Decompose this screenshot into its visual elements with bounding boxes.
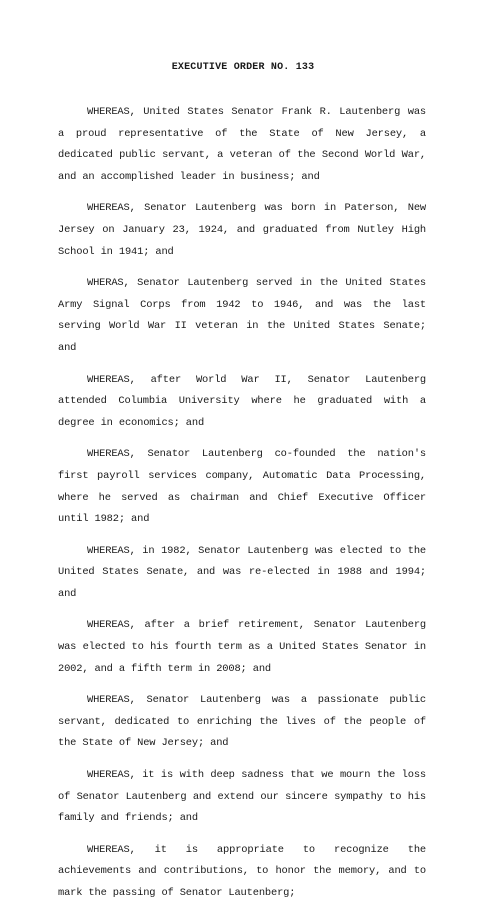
whereas-paragraph-8: WHEREAS, Senator Lautenberg was a passionate public servant, dedicated to enriching the lives of the people of the State of New Jersey; and — [58, 694, 426, 750]
whereas-paragraph-9: WHEREAS, it is with deep sadness that we mourn the loss of Senator Lautenberg and extend our sincere sympathy to his family and friends; and — [58, 769, 426, 825]
document-title: EXECUTIVE ORDER NO. 133 — [171, 62, 315, 73]
whereas-paragraph-2: WHEREAS, Senator Lautenberg was born in Paterson, New Jersey on January 23, 1924, and graduated from Nutley High School in 1941; and — [58, 202, 426, 258]
document-body — [58, 102, 426, 915]
whereas-paragraph-5: WHEREAS, Senator Lautenberg co-founded the nation's first payroll services company, Automatic Data Processing, where he served as chairman and Chief Executive Officer until 1982; and — [58, 448, 426, 526]
whereas-paragraph-10: WHEREAS, it is appropriate to recognize the achievements and contributions, to honor the memory, and to mark the passing of Senator Lautenberg; — [58, 843, 426, 899]
whereas-paragraph-1: WHEREAS, United States Senator Frank R. Lautenberg was a proud representative of the State of New Jersey, a dedicated public servant, a veteran of the Second World War, and an accomplished leader in business; and — [58, 106, 426, 183]
whereas-paragraph-6: WHEREAS, in 1982, Senator Lautenberg was elected to the United States Senate, and was re-elected in 1988 and 1994; and — [58, 544, 426, 600]
whereas-paragraph-7: WHEREAS, after a brief retirement, Senator Lautenberg was elected to his fourth term as a United States Senator in 2002, and a fifth term in 2008; and — [58, 619, 426, 675]
whereas-paragraph-3: WHERAS, Senator Lautenberg served in the United States Army Signal Corps from 1942 to 1946, and was the last serving World War II veteran in the United States Senate; and — [58, 277, 426, 354]
whereas-paragraph-4: WHEREAS, after World War II, Senator Lautenberg attended Columbia University where he graduated with a degree in economics; and — [58, 373, 426, 429]
